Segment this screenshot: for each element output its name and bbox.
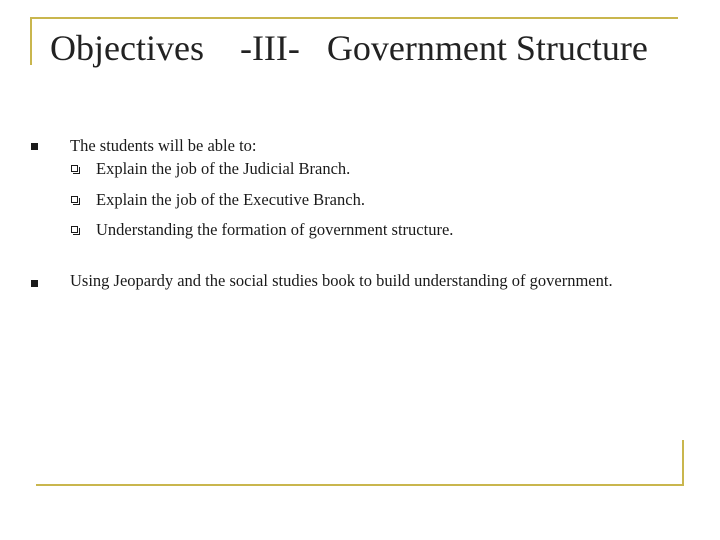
slide-title: Objectives -III- Government Structure (50, 28, 648, 68)
right-rule (682, 440, 684, 486)
bullet-2-text: Using Jeopardy and the social studies book to build understanding of government. (70, 271, 613, 290)
hollow-square-bullet-icon (71, 196, 78, 203)
square-bullet-icon (31, 143, 38, 150)
top-rule (30, 17, 678, 19)
sub-bullet-3: Understanding the formation of government structure. (96, 220, 454, 239)
hollow-square-bullet-icon (71, 165, 78, 172)
sub-bullet-1: Explain the job of the Judicial Branch. (96, 159, 351, 178)
bullet-1-text: The students will be able to: (70, 136, 257, 155)
left-rule (30, 17, 32, 65)
square-bullet-icon (31, 280, 38, 287)
bottom-rule (36, 484, 684, 486)
sub-bullet-2: Explain the job of the Executive Branch. (96, 190, 365, 209)
hollow-square-bullet-icon (71, 226, 78, 233)
